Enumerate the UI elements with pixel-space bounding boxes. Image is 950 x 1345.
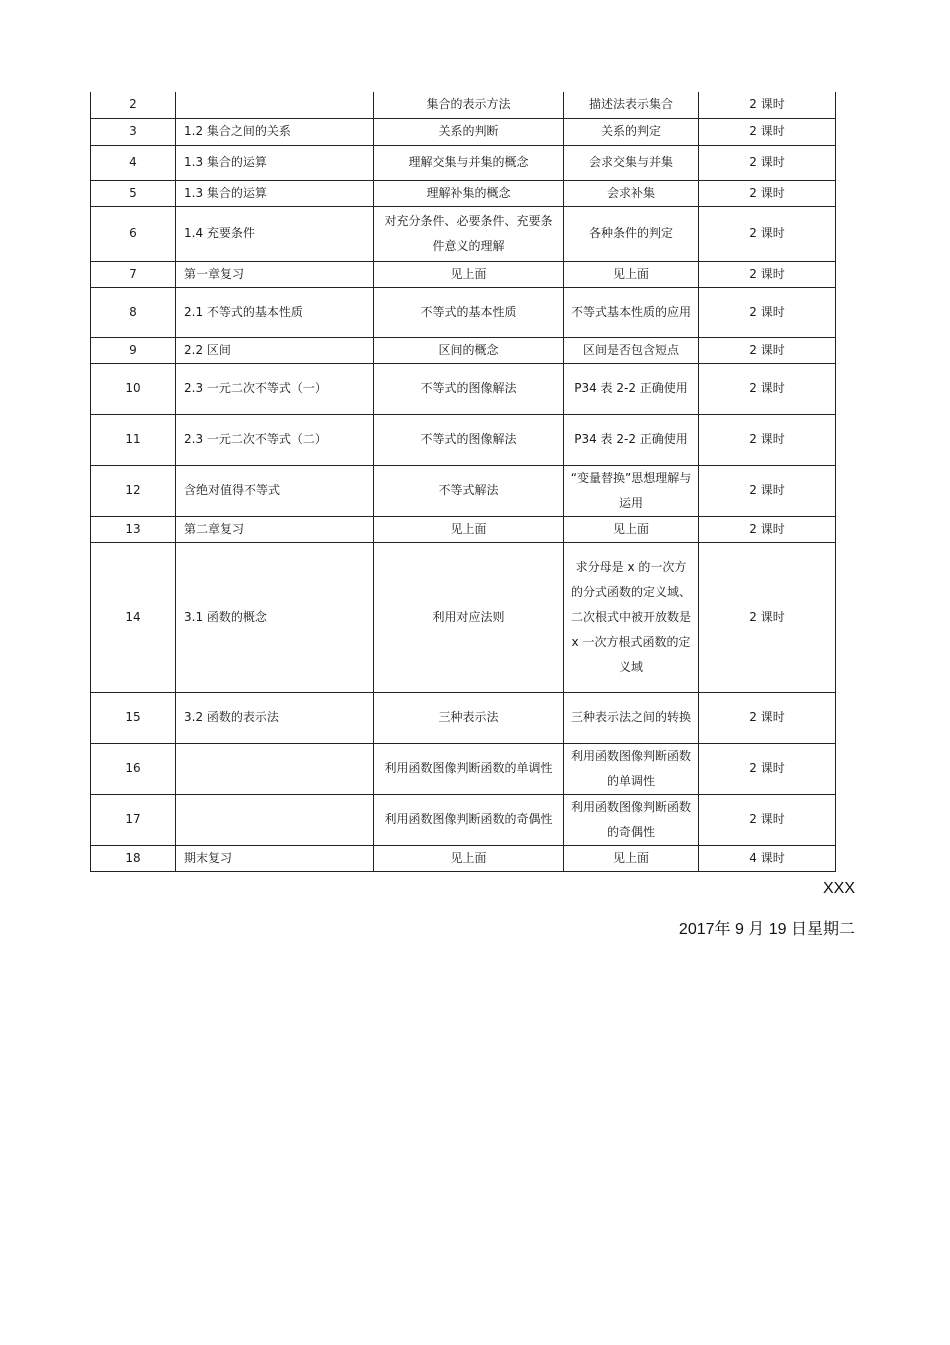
row-number: 18 bbox=[91, 845, 176, 871]
focus-cell: P34 表 2-2 正确使用 bbox=[564, 414, 699, 465]
chapter-cell: 1.4 充要条件 bbox=[176, 206, 374, 261]
chapter-cell: 2.3 一元二次不等式（一） bbox=[176, 363, 374, 414]
row-number: 12 bbox=[91, 465, 176, 516]
content-cell: 见上面 bbox=[374, 845, 564, 871]
content-cell: 理解交集与并集的概念 bbox=[374, 145, 564, 180]
row-number: 2 bbox=[91, 92, 176, 118]
hours-cell: 2 课时 bbox=[699, 206, 836, 261]
row-number: 8 bbox=[91, 287, 176, 337]
table-row bbox=[91, 261, 836, 287]
focus-cell: 利用函数图像判断函数的单调性 bbox=[564, 743, 699, 794]
focus-cell: 利用函数图像判断函数的奇偶性 bbox=[564, 794, 699, 845]
hours-cell: 2 课时 bbox=[699, 118, 836, 145]
focus-cell: 求分母是 x 的一次方的分式函数的定义域、二次根式中被开放数是 x 一次方根式函数的定义域 bbox=[564, 542, 699, 692]
content-cell: 区间的概念 bbox=[374, 337, 564, 363]
table-row bbox=[91, 845, 836, 871]
row-number: 9 bbox=[91, 337, 176, 363]
row-number: 5 bbox=[91, 180, 176, 206]
focus-cell: 见上面 bbox=[564, 516, 699, 542]
table-row bbox=[91, 118, 836, 145]
focus-cell: 会求补集 bbox=[564, 180, 699, 206]
hours-cell: 2 课时 bbox=[699, 414, 836, 465]
author-signature: XXX bbox=[822, 880, 855, 897]
chapter-cell: 第二章复习 bbox=[176, 516, 374, 542]
content-cell: 利用函数图像判断函数的奇偶性 bbox=[374, 794, 564, 845]
focus-cell: 不等式基本性质的应用 bbox=[564, 287, 699, 337]
chapter-cell: 含绝对值得不等式 bbox=[176, 465, 374, 516]
focus-cell: 各种条件的判定 bbox=[564, 206, 699, 261]
chapter-cell bbox=[176, 794, 374, 845]
table-row bbox=[91, 287, 836, 337]
hours-cell: 2 课时 bbox=[699, 363, 836, 414]
focus-cell: “变量替换”思想理解与运用 bbox=[564, 465, 699, 516]
focus-cell: P34 表 2-2 正确使用 bbox=[564, 363, 699, 414]
signature-date: 2017年 9 月 19 日星期二 bbox=[678, 921, 855, 938]
chapter-cell: 1.3 集合的运算 bbox=[176, 145, 374, 180]
teaching-schedule-table bbox=[90, 92, 836, 872]
row-number: 6 bbox=[91, 206, 176, 261]
table-row bbox=[91, 206, 836, 261]
focus-cell: 关系的判定 bbox=[564, 118, 699, 145]
hours-cell: 2 课时 bbox=[699, 465, 836, 516]
content-cell: 见上面 bbox=[374, 516, 564, 542]
hours-cell: 2 课时 bbox=[699, 145, 836, 180]
chapter-cell: 3.2 函数的表示法 bbox=[176, 692, 374, 743]
hours-cell: 2 课时 bbox=[699, 542, 836, 692]
content-cell: 不等式的图像解法 bbox=[374, 363, 564, 414]
row-number: 7 bbox=[91, 261, 176, 287]
content-cell: 理解补集的概念 bbox=[374, 180, 564, 206]
table-body bbox=[91, 92, 836, 871]
hours-cell: 2 课时 bbox=[699, 692, 836, 743]
focus-cell: 三种表示法之间的转换 bbox=[564, 692, 699, 743]
chapter-cell bbox=[176, 743, 374, 794]
hours-cell: 2 课时 bbox=[699, 92, 836, 118]
focus-cell: 会求交集与并集 bbox=[564, 145, 699, 180]
table-row bbox=[91, 414, 836, 465]
row-number: 13 bbox=[91, 516, 176, 542]
table-row bbox=[91, 145, 836, 180]
table-row bbox=[91, 516, 836, 542]
hours-cell: 4 课时 bbox=[699, 845, 836, 871]
content-cell: 见上面 bbox=[374, 261, 564, 287]
row-number: 14 bbox=[91, 542, 176, 692]
focus-cell: 描述法表示集合 bbox=[564, 92, 699, 118]
chapter-cell: 1.3 集合的运算 bbox=[176, 180, 374, 206]
focus-cell: 区间是否包含短点 bbox=[564, 337, 699, 363]
chapter-cell: 第一章复习 bbox=[176, 261, 374, 287]
row-number: 10 bbox=[91, 363, 176, 414]
table-row bbox=[91, 92, 836, 118]
content-cell: 利用对应法则 bbox=[374, 542, 564, 692]
table-row bbox=[91, 180, 836, 206]
content-cell: 集合的表示方法 bbox=[374, 92, 564, 118]
hours-cell: 2 课时 bbox=[699, 180, 836, 206]
content-cell: 对充分条件、必要条件、充要条件意义的理解 bbox=[374, 206, 564, 261]
hours-cell: 2 课时 bbox=[699, 794, 836, 845]
chapter-cell: 3.1 函数的概念 bbox=[176, 542, 374, 692]
hours-cell: 2 课时 bbox=[699, 287, 836, 337]
chapter-cell: 2.3 一元二次不等式（二） bbox=[176, 414, 374, 465]
chapter-cell: 期末复习 bbox=[176, 845, 374, 871]
row-number: 3 bbox=[91, 118, 176, 145]
row-number: 11 bbox=[91, 414, 176, 465]
content-cell: 利用函数图像判断函数的单调性 bbox=[374, 743, 564, 794]
table-row bbox=[91, 542, 836, 692]
table-row bbox=[91, 794, 836, 845]
hours-cell: 2 课时 bbox=[699, 516, 836, 542]
focus-cell: 见上面 bbox=[564, 845, 699, 871]
row-number: 4 bbox=[91, 145, 176, 180]
table-row bbox=[91, 363, 836, 414]
row-number: 17 bbox=[91, 794, 176, 845]
chapter-cell: 2.1 不等式的基本性质 bbox=[176, 287, 374, 337]
chapter-cell: 2.2 区间 bbox=[176, 337, 374, 363]
content-cell: 不等式的基本性质 bbox=[374, 287, 564, 337]
hours-cell: 2 课时 bbox=[699, 337, 836, 363]
focus-cell: 见上面 bbox=[564, 261, 699, 287]
hours-cell: 2 课时 bbox=[699, 261, 836, 287]
table-row bbox=[91, 743, 836, 794]
table-row bbox=[91, 692, 836, 743]
content-cell: 三种表示法 bbox=[374, 692, 564, 743]
chapter-cell bbox=[176, 92, 374, 118]
table-row bbox=[91, 337, 836, 363]
chapter-cell: 1.2 集合之间的关系 bbox=[176, 118, 374, 145]
table-row bbox=[91, 465, 836, 516]
row-number: 16 bbox=[91, 743, 176, 794]
content-cell: 不等式的图像解法 bbox=[374, 414, 564, 465]
content-cell: 关系的判断 bbox=[374, 118, 564, 145]
hours-cell: 2 课时 bbox=[699, 743, 836, 794]
row-number: 15 bbox=[91, 692, 176, 743]
content-cell: 不等式解法 bbox=[374, 465, 564, 516]
